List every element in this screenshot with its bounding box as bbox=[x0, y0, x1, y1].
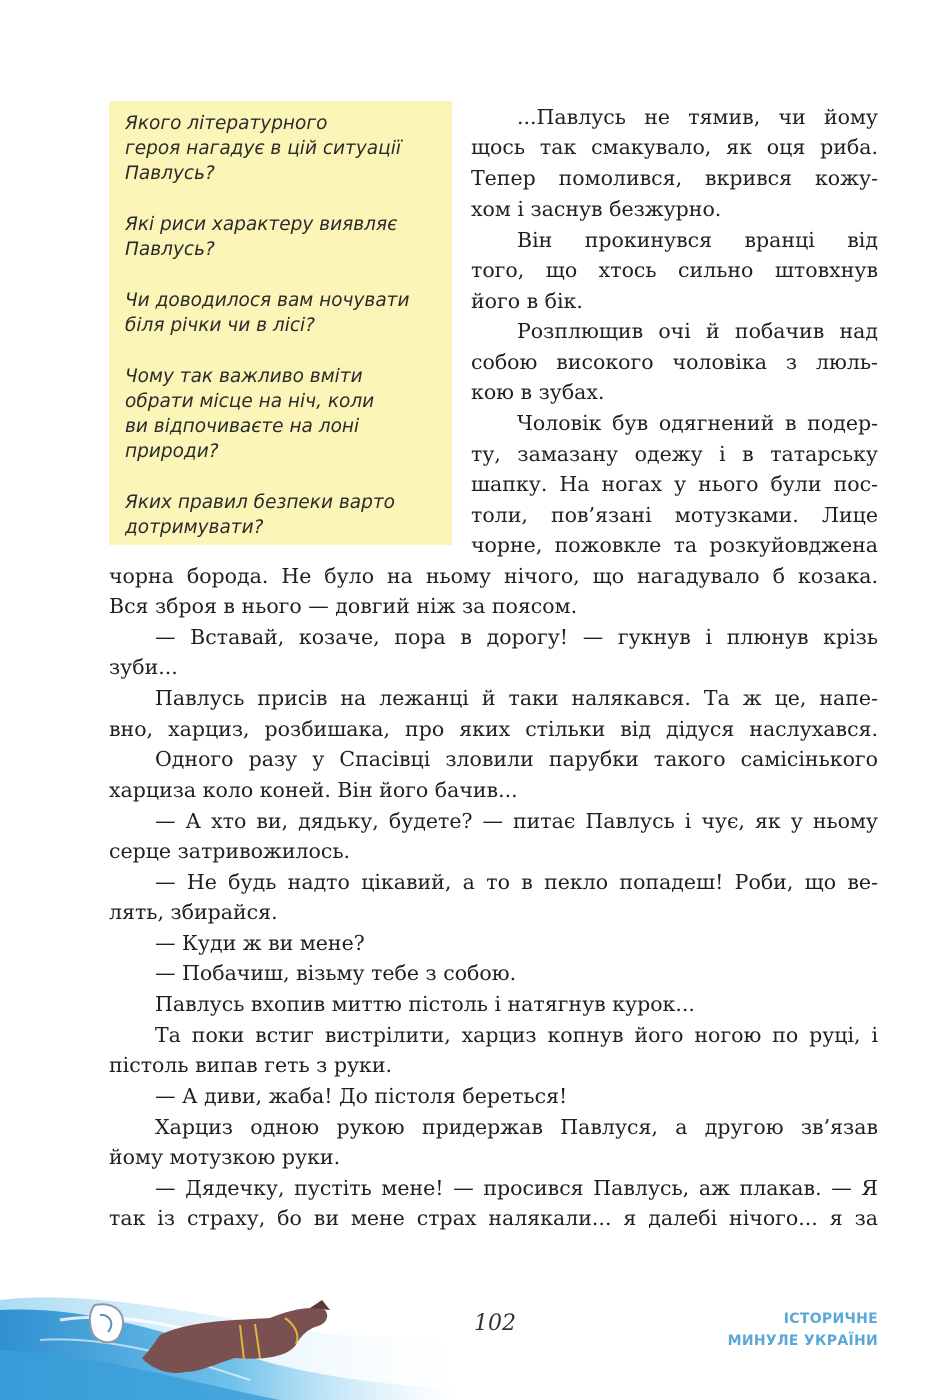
text-line: Харциз одною рукою придержав Павлуся, а другою зв’язав bbox=[155, 1115, 878, 1139]
text-line: так із страху, бо ви мене страх налякали... я далебі нічого... я за bbox=[109, 1206, 878, 1230]
text-line: Павлусь присів на лежанці й таки налякався. Та ж це, напе- bbox=[155, 686, 878, 710]
horse-rider-illustration bbox=[0, 1280, 460, 1400]
text-line: йому мотузкою руки. bbox=[109, 1145, 341, 1169]
text-line: хом і заснув безжурно. bbox=[471, 197, 722, 221]
page-number: 102 bbox=[474, 1311, 516, 1336]
text-line: кою в зубах. bbox=[471, 380, 605, 404]
text-line: Та поки встиг вистрілити, харциз копнув його ногою по руці, і bbox=[155, 1023, 878, 1047]
question-5: Яких правил безпеки варто дотримувати? bbox=[125, 492, 395, 538]
text-line: серце затривожилось. bbox=[109, 839, 351, 863]
section-title bbox=[728, 1308, 878, 1352]
text-line: собою високого чоловіка з люль- bbox=[471, 350, 878, 374]
question-2: Які риси характеру виявляє Павлусь? bbox=[125, 214, 398, 260]
text-line: шапку. На ногах у нього були пос- bbox=[471, 472, 878, 496]
text-line: чорне, пожовкле та розкуйовджена bbox=[471, 533, 878, 557]
text-line: — А диви, жаба! До пістоля береться! bbox=[155, 1084, 568, 1108]
text-line: його в бік. bbox=[471, 289, 583, 313]
section-title-line-1: ІСТОРИЧНЕ bbox=[783, 1311, 878, 1327]
text-line: того, що хтось сильно штовхнув bbox=[471, 258, 878, 282]
text-line: — А хто ви, дядьку, будете? — питає Павлусь і чує, як у ньому bbox=[155, 809, 878, 833]
text-line: — Вставай, козаче, пора в дорогу! — гукнув і плюнув крізь bbox=[155, 625, 878, 649]
text-line: Одного разу у Спасівці зловили парубки такого самісінького bbox=[155, 747, 878, 771]
text-line: щось так смакувало, як оця риба. bbox=[471, 135, 878, 159]
text-line: вно, харциз, розбишака, про яких стільки від дідуся наслухався. bbox=[109, 717, 878, 741]
text-line: — Не будь надто цікавий, а то в пекло попадеш! Роби, що ве- bbox=[155, 870, 878, 894]
question-3: Чи доводилося вам ночувати біля річки чи в лісі? bbox=[125, 290, 410, 336]
text-line: ...Павлусь не тямив, чи йому bbox=[517, 105, 878, 129]
text-line: харциза коло коней. Він його бачив... bbox=[109, 778, 518, 802]
text-line: зуби... bbox=[109, 655, 178, 679]
text-line: толи, пов’язані мотузками. Лице bbox=[471, 503, 878, 527]
text-line: Тепер помолився, вкрився кожу- bbox=[471, 166, 878, 190]
text-line: Чоловік був одягнений в подер- bbox=[517, 411, 878, 435]
section-title-line-2: МИНУЛЕ УКРАЇНИ bbox=[727, 1333, 878, 1349]
text-line: лять, збирайся. bbox=[109, 900, 278, 924]
text-line: пістоль випав геть з руки. bbox=[109, 1053, 392, 1077]
questions-box bbox=[109, 101, 452, 545]
text-line: Павлусь вхопив миттю пістоль і натягнув курок... bbox=[155, 992, 695, 1016]
text-line: Вся зброя в нього — довгий ніж за поясом. bbox=[109, 594, 578, 618]
text-line: — Побачиш, візьму тебе з собою. bbox=[155, 961, 517, 985]
text-line: — Куди ж ви мене? bbox=[155, 931, 365, 955]
text-line: ту, замазану одежу і в татарську bbox=[471, 442, 878, 466]
text-line: чорна борода. Не було на ньому нічого, що нагадувало б козака. bbox=[109, 564, 878, 588]
text-line: — Дядечку, пустіть мене! — просився Павлусь, аж плакав. — Я bbox=[155, 1176, 878, 1200]
text-line: Він прокинувся вранці від bbox=[517, 228, 878, 252]
question-4: Чому так важливо вміти обрати місце на ніч, коли ви відпочиваєте на лоні природи? bbox=[125, 366, 375, 462]
text-line: Розплющив очі й побачив над bbox=[517, 319, 878, 343]
question-1: Якого літературного героя нагадує в цій ситуації Павлусь? bbox=[125, 113, 401, 184]
